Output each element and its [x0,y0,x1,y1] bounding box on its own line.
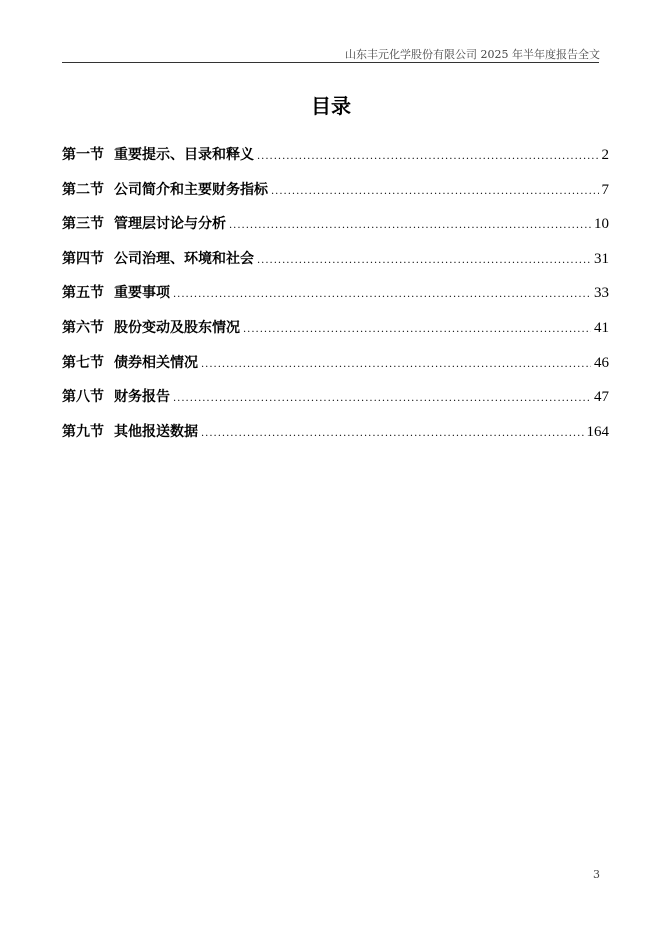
toc-entry-3[interactable] [62,213,609,248]
toc-section-title: 公司治理、环境和社会 [114,250,254,267]
toc-entry-2[interactable] [62,179,609,214]
toc-section-number: 第一节 [62,147,104,163]
toc-page-number: 31 [594,250,609,267]
toc-entry-label [62,352,198,372]
toc-entry-label [62,144,254,164]
toc-entry-9[interactable] [62,421,609,456]
toc-entry-label [62,282,170,302]
toc-page-number: 10 [594,216,609,233]
report-header: 山东丰元化学股份有限公司 2025 年半年度报告全文 [345,48,600,61]
toc-leader-dots [243,324,591,335]
toc-entry-8[interactable] [62,386,609,421]
toc-section-title: 公司简介和主要财务指标 [114,181,268,198]
toc-page-number: 46 [594,354,609,371]
toc-entry-label [62,213,226,233]
toc-leader-dots [257,255,591,266]
toc-entry-1[interactable] [62,144,609,179]
toc-page-number: 33 [594,285,609,302]
toc-page-number: 2 [601,147,609,163]
toc-entry-label [62,386,170,406]
toc-leader-dots [173,289,591,300]
toc-entry-7[interactable] [62,352,609,387]
toc-section-number: 第六节 [62,319,104,336]
toc-page-number: 164 [586,423,609,440]
toc-leader-dots [173,393,591,404]
toc-leader-dots [201,359,591,370]
toc-section-number: 第五节 [62,285,104,302]
toc-page-number: 47 [594,389,609,406]
toc-section-title: 其他报送数据 [114,423,198,440]
toc-section-title: 管理层讨论与分析 [114,216,226,233]
toc-section-number: 第七节 [62,354,104,371]
toc-title: 目录 [311,94,351,118]
page-number: 3 [593,868,600,881]
toc-leader-dots [271,186,599,197]
toc-entry-6[interactable] [62,317,609,352]
toc-entry-label [62,421,198,441]
toc-section-title: 重要事项 [114,285,170,302]
toc-entry-4[interactable] [62,248,609,283]
toc-entry-label [62,179,268,199]
toc-section-number: 第三节 [62,216,104,233]
toc-entry-label [62,248,254,268]
toc-section-number: 第九节 [62,423,104,440]
toc-section-number: 第四节 [62,250,104,267]
toc-section-number: 第二节 [62,181,104,198]
toc-section-title: 股份变动及股东情况 [114,319,240,336]
toc-section-title: 重要提示、目录和释义 [114,147,254,163]
toc-entry-label [62,317,240,337]
toc-leader-dots [201,428,584,439]
toc-page-number: 7 [601,181,609,198]
toc-page-number: 41 [594,319,609,336]
toc-section-title: 财务报告 [114,389,170,406]
toc-leader-dots [257,151,599,162]
toc-list [62,144,609,455]
header-divider [62,62,599,63]
toc-leader-dots [229,220,591,231]
toc-entry-5[interactable] [62,282,609,317]
toc-section-number: 第八节 [62,389,104,406]
toc-section-title: 债券相关情况 [114,354,198,371]
